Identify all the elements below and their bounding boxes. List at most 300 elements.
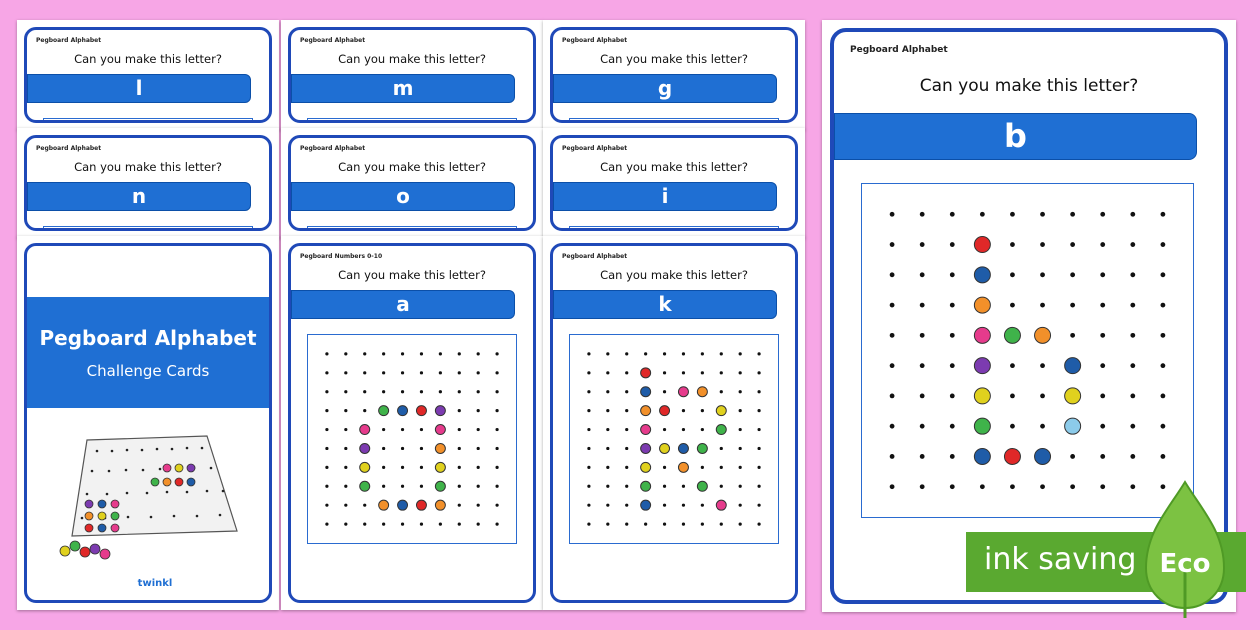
peg-hole (477, 522, 480, 525)
peg-hole (606, 504, 609, 507)
peg (974, 267, 990, 283)
peg (360, 462, 370, 472)
peg-hole (1161, 363, 1166, 368)
peg (641, 500, 651, 510)
peg-hole (1100, 484, 1105, 489)
peg (398, 406, 408, 416)
peg-hole (1070, 303, 1075, 308)
peg-hole (950, 272, 955, 277)
peg (435, 406, 445, 416)
peg (641, 425, 651, 435)
peg-hole (1040, 484, 1045, 489)
peg-hole (1130, 333, 1135, 338)
peg-hole (495, 352, 498, 355)
card-question: Can you make this letter? (74, 52, 222, 66)
peg-hole (625, 428, 628, 431)
letter-band: b (834, 113, 1197, 160)
peg-hole (587, 352, 590, 355)
card-i (550, 135, 798, 231)
peg-hole (701, 371, 704, 374)
peg (697, 387, 707, 397)
peg-hole (606, 390, 609, 393)
peg-hole (757, 371, 760, 374)
card-k (550, 243, 798, 603)
peg-hole (1161, 212, 1166, 217)
peg (678, 462, 688, 472)
loose-pegs (60, 541, 110, 559)
peg-hole (625, 390, 628, 393)
pegboard-grid (569, 226, 779, 231)
peg-hole (890, 303, 895, 308)
peg-hole (625, 504, 628, 507)
peg-hole (325, 409, 328, 412)
peg-hole (458, 522, 461, 525)
peg-hole (363, 371, 366, 374)
peg (641, 481, 651, 491)
peg-hole (1130, 363, 1135, 368)
peg-hole (1010, 303, 1015, 308)
peg-hole (1130, 394, 1135, 399)
peg-hole (344, 447, 347, 450)
peg (974, 327, 990, 343)
peg-hole (587, 428, 590, 431)
peg-hole (757, 485, 760, 488)
peg-hole (439, 352, 442, 355)
peg-hole (477, 352, 480, 355)
peg (398, 500, 408, 510)
card-n (24, 135, 272, 231)
letter-band: i (553, 182, 777, 211)
peg-hole (663, 371, 666, 374)
peg-hole (920, 242, 925, 247)
peg-hole (587, 447, 590, 450)
peg-hole (325, 504, 328, 507)
peg-hole (325, 485, 328, 488)
peg (435, 425, 445, 435)
peg-hole (382, 466, 385, 469)
peg-hole (587, 390, 590, 393)
peg-hole (682, 371, 685, 374)
peg-hole (1100, 424, 1105, 429)
peg-hole (1040, 303, 1045, 308)
peg (435, 481, 445, 491)
peg-hole (606, 485, 609, 488)
card-header: Pegboard Alphabet (562, 37, 628, 44)
sheet-card-g (543, 20, 805, 130)
eco-leaf-icon (1140, 480, 1230, 620)
peg-hole (420, 447, 423, 450)
peg-hole (382, 390, 385, 393)
card-header: Pegboard Alphabet (562, 145, 628, 152)
peg-hole (1100, 363, 1105, 368)
peg-hole (920, 333, 925, 338)
peg-hole (344, 409, 347, 412)
peg-hole (420, 428, 423, 431)
peg-hole (1010, 242, 1015, 247)
peg-hole (495, 485, 498, 488)
peg-hole (420, 466, 423, 469)
peg-hole (1130, 484, 1135, 489)
pegboard-dots (862, 184, 1193, 517)
peg-hole (890, 484, 895, 489)
peg-hole (757, 390, 760, 393)
peg (974, 358, 990, 374)
card-header: Pegboard Alphabet (36, 145, 102, 152)
peg (360, 481, 370, 491)
peg-hole (950, 363, 955, 368)
peg-hole (663, 485, 666, 488)
peg-hole (663, 504, 666, 507)
peg-hole (458, 466, 461, 469)
peg-hole (401, 352, 404, 355)
peg (974, 297, 990, 313)
peg-hole (950, 242, 955, 247)
peg (974, 448, 990, 464)
pegboard-grid (43, 118, 253, 123)
twinkl-logo: twinkl (137, 578, 173, 589)
peg-hole (325, 371, 328, 374)
peg-hole (439, 390, 442, 393)
card-question: Can you make this letter? (600, 52, 748, 66)
peg-hole (1161, 394, 1166, 399)
peg (360, 443, 370, 453)
pegboard-grid (307, 334, 517, 544)
peg-hole (890, 363, 895, 368)
peg (641, 443, 651, 453)
peg (678, 387, 688, 397)
peg-hole (363, 522, 366, 525)
peg (1065, 358, 1081, 374)
peg-hole (401, 522, 404, 525)
peg-hole (401, 390, 404, 393)
peg-hole (1161, 303, 1166, 308)
peg-hole (382, 447, 385, 450)
card-l (24, 27, 272, 123)
peg-hole (382, 485, 385, 488)
pegboard-grid (43, 226, 253, 231)
peg-hole (344, 352, 347, 355)
sheet-card-m (281, 20, 543, 130)
peg-hole (1130, 212, 1135, 217)
peg-hole (682, 409, 685, 412)
peg-hole (382, 371, 385, 374)
peg-hole (439, 371, 442, 374)
peg-hole (644, 522, 647, 525)
peg-hole (701, 409, 704, 412)
peg-hole (495, 504, 498, 507)
peg-hole (325, 352, 328, 355)
peg-hole (663, 522, 666, 525)
peg-hole (1010, 363, 1015, 368)
peg-hole (757, 428, 760, 431)
peg-hole (920, 454, 925, 459)
peg-hole (606, 428, 609, 431)
pegboard-dots (570, 335, 778, 543)
peg-hole (1070, 242, 1075, 247)
peg-hole (325, 447, 328, 450)
peg-hole (890, 454, 895, 459)
card-question: Can you make this letter? (600, 268, 748, 282)
peg-hole (720, 390, 723, 393)
peg-hole (739, 371, 742, 374)
peg-hole (401, 466, 404, 469)
peg-hole (739, 390, 742, 393)
peg-hole (739, 447, 742, 450)
peg (697, 481, 707, 491)
letter-band: g (553, 74, 777, 103)
ink-saving-text: ink saving (984, 542, 1137, 577)
cover-card (24, 243, 272, 603)
letter-band: m (291, 74, 515, 103)
peg-hole (477, 409, 480, 412)
card-header: Pegboard Numbers 0-10 (300, 253, 383, 260)
peg (697, 443, 707, 453)
pegboard-grid (861, 183, 1194, 518)
peg-hole (495, 371, 498, 374)
peg (974, 388, 990, 404)
peg-hole (363, 409, 366, 412)
peg-hole (950, 394, 955, 399)
pegboard-dots (308, 335, 516, 543)
peg-hole (1040, 242, 1045, 247)
peg-hole (1040, 424, 1045, 429)
peg-hole (920, 212, 925, 217)
peg-hole (458, 352, 461, 355)
peg-hole (344, 485, 347, 488)
peg-hole (890, 394, 895, 399)
sheet-card-o (281, 128, 543, 238)
peg-hole (920, 424, 925, 429)
peg (1004, 448, 1020, 464)
peg-hole (920, 303, 925, 308)
peg-hole (1040, 212, 1045, 217)
peg-hole (477, 428, 480, 431)
peg-hole (587, 504, 590, 507)
card-question: Can you make this letter? (338, 52, 486, 66)
peg-hole (587, 409, 590, 412)
peg-hole (401, 428, 404, 431)
peg-hole (587, 522, 590, 525)
peg-hole (720, 352, 723, 355)
peg-hole (363, 504, 366, 507)
peg-hole (1100, 212, 1105, 217)
peg (660, 443, 670, 453)
peg-hole (344, 371, 347, 374)
card-header: Pegboard Alphabet (300, 145, 366, 152)
peg-hole (980, 212, 985, 217)
peg-hole (1130, 242, 1135, 247)
peg-hole (720, 485, 723, 488)
peg-hole (382, 428, 385, 431)
letter-band: l (27, 74, 251, 103)
peg-hole (495, 390, 498, 393)
peg (1035, 327, 1051, 343)
peg-hole (625, 447, 628, 450)
card-header: Pegboard Alphabet (850, 45, 948, 55)
peg-hole (950, 303, 955, 308)
peg-hole (325, 466, 328, 469)
peg-hole (701, 522, 704, 525)
peg-hole (495, 466, 498, 469)
peg-hole (950, 484, 955, 489)
peg (716, 500, 726, 510)
cover-subtitle: Challenge Cards (86, 362, 210, 380)
card-header: Pegboard Alphabet (300, 37, 366, 44)
peg-hole (477, 485, 480, 488)
peg-hole (739, 352, 742, 355)
peg-hole (625, 466, 628, 469)
peg-hole (739, 409, 742, 412)
peg-hole (644, 352, 647, 355)
peg (1065, 388, 1081, 404)
peg-hole (1100, 333, 1105, 338)
peg (641, 462, 651, 472)
peg-hole (1100, 394, 1105, 399)
peg (660, 406, 670, 416)
peg (716, 425, 726, 435)
peg-hole (401, 371, 404, 374)
peg-hole (757, 447, 760, 450)
peg-hole (625, 352, 628, 355)
peg-hole (420, 352, 423, 355)
peg-hole (950, 424, 955, 429)
peg-hole (325, 428, 328, 431)
peg-hole (1100, 303, 1105, 308)
peg-hole (682, 522, 685, 525)
peg-hole (344, 504, 347, 507)
peg-hole (420, 390, 423, 393)
peg-hole (625, 409, 628, 412)
peg-hole (325, 522, 328, 525)
peg (641, 387, 651, 397)
peg-hole (1161, 242, 1166, 247)
peg-hole (458, 371, 461, 374)
peg-hole (1161, 454, 1166, 459)
peg-hole (950, 454, 955, 459)
peg-hole (663, 466, 666, 469)
peg-hole (701, 504, 704, 507)
peg-hole (663, 390, 666, 393)
peg-hole (1070, 333, 1075, 338)
peg-hole (1130, 303, 1135, 308)
sheet-card-l (17, 20, 279, 130)
peg-hole (980, 484, 985, 489)
peg-hole (606, 409, 609, 412)
letter-band: a (291, 290, 515, 319)
peg (1035, 448, 1051, 464)
peg-hole (1100, 454, 1105, 459)
card-o (288, 135, 536, 231)
peg (435, 500, 445, 510)
peg-hole (1161, 333, 1166, 338)
peg (435, 443, 445, 453)
peg-hole (401, 485, 404, 488)
sheet-cover (17, 236, 279, 610)
peg-hole (1100, 272, 1105, 277)
peg-hole (495, 447, 498, 450)
peg-hole (420, 485, 423, 488)
card-header: Pegboard Alphabet (562, 253, 628, 260)
peg (360, 425, 370, 435)
peg-hole (606, 466, 609, 469)
peg-hole (458, 504, 461, 507)
peg-hole (950, 333, 955, 338)
peg-hole (606, 522, 609, 525)
peg-hole (606, 371, 609, 374)
card-g (550, 27, 798, 123)
peg-hole (606, 447, 609, 450)
peg-hole (1010, 424, 1015, 429)
letter-band: k (553, 290, 777, 319)
card-question: Can you make this letter? (338, 268, 486, 282)
peg (416, 500, 426, 510)
pegboard-illustration (27, 246, 272, 603)
letter-band: n (27, 182, 251, 211)
peg-hole (757, 466, 760, 469)
peg-hole (458, 447, 461, 450)
peg-hole (458, 485, 461, 488)
peg (1065, 418, 1081, 434)
peg-hole (344, 390, 347, 393)
peg-hole (1010, 394, 1015, 399)
peg (974, 418, 990, 434)
peg-hole (587, 371, 590, 374)
cover-title: Pegboard Alphabet (39, 326, 257, 350)
peg-hole (458, 409, 461, 412)
peg-hole (739, 504, 742, 507)
peg-hole (477, 371, 480, 374)
peg-hole (682, 485, 685, 488)
peg-hole (495, 409, 498, 412)
sheet-card-i (543, 128, 805, 238)
peg-hole (757, 409, 760, 412)
peg-hole (701, 352, 704, 355)
sheet-card-n (17, 128, 279, 238)
peg-hole (325, 390, 328, 393)
peg-hole (477, 466, 480, 469)
peg-hole (625, 522, 628, 525)
peg-hole (1070, 484, 1075, 489)
peg-hole (682, 428, 685, 431)
peg-hole (1070, 272, 1075, 277)
peg-hole (1161, 424, 1166, 429)
peg-hole (757, 504, 760, 507)
pegboard-grid (307, 226, 517, 231)
peg-hole (950, 212, 955, 217)
peg-hole (1130, 454, 1135, 459)
peg-hole (477, 390, 480, 393)
peg-hole (420, 522, 423, 525)
peg-hole (701, 466, 704, 469)
peg-hole (344, 428, 347, 431)
letter-band: o (291, 182, 515, 211)
peg (379, 500, 389, 510)
peg-hole (720, 371, 723, 374)
card-m (288, 27, 536, 123)
peg-hole (1040, 272, 1045, 277)
peg-hole (739, 466, 742, 469)
peg-hole (720, 522, 723, 525)
peg-hole (890, 333, 895, 338)
peg-hole (720, 447, 723, 450)
peg (379, 406, 389, 416)
peg-hole (701, 428, 704, 431)
peg-hole (920, 394, 925, 399)
peg-hole (344, 466, 347, 469)
peg-hole (587, 485, 590, 488)
pegboard-grid (307, 118, 517, 123)
peg-hole (363, 352, 366, 355)
